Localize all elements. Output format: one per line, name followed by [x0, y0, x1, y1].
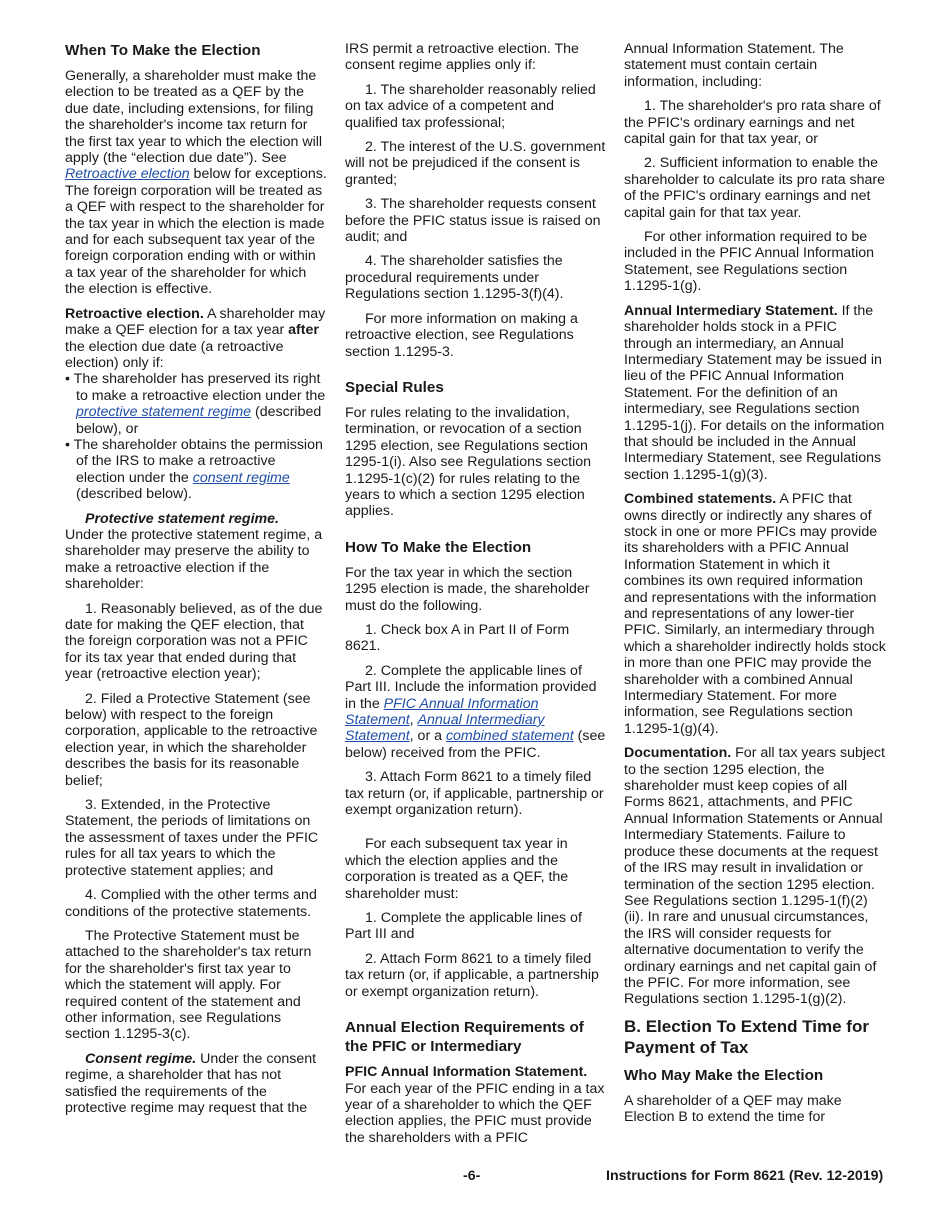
text: 2. Complete the applicable lines of Part III. Include the information provided in the [345, 662, 597, 712]
paragraph [65, 511, 327, 593]
numbered-item [345, 663, 607, 761]
text: • The shareholder has preserved its right to make a retroactive election under the [65, 371, 326, 404]
page-number: -6- [463, 1168, 481, 1184]
text: Under the protective statement regime, a shareholder may preserve the ability to make a retroactive election if the shareholder: [65, 526, 323, 593]
paragraph: For rules relating to the invalidation, termination, or revocation of a section 1295 election, see Regulations section 1295-1(i). Also see Regulations section 1.1295-1(c)(2) for rules relating to the years to which a section 1295 election applies. [345, 404, 592, 520]
run-in-heading: Annual Intermediary Statement. [624, 302, 838, 319]
text: For all tax years subject to the section 1295 election, the shareholder must keep copies of all Forms 8621, attachments, and PFIC Annual Information Statements or Annual Intermediary Statements. Failure to produce these documents at the request of the IRS may result in invalidation or termination of the section 1295 election. See Regulations section 1.1295-1(f)(2)(ii). In rare and unusual circumstances, the IRS will consider requests for alternative documentation to verify the ordinary earnings and net capital gain of the PFIC. For more information, see Regulations section 1.1295-1(g)(2). [624, 745, 885, 1008]
retroactive-election-link[interactable]: Retroactive election [65, 166, 190, 183]
run-in-heading: Combined statements. [624, 491, 777, 508]
paragraph [624, 303, 886, 483]
paragraph: The Protective Statement must be attached to the shareholder's tax return for the shareholder's first tax year to which the statement will apply. For required content of the statement and other information, see Regulations section 1.1295-3(c). [65, 927, 312, 1043]
paragraph [624, 491, 886, 737]
paragraph: For the tax year in which the section 1295 election is made, the shareholder must do the following. [345, 564, 590, 614]
text: Generally, a shareholder must make the election to be treated as a QEF by the due date, including extensions, for filing the shareholder's income tax return for the first tax year to which the election will apply (the “election due date”). See [65, 68, 323, 167]
numbered-item: 4. Complied with the other terms and conditions of the protective statements. [65, 887, 317, 920]
column-3 [624, 41, 886, 1134]
paragraph [345, 1064, 607, 1146]
numbered-item: 2. Attach Form 8621 to a timely filed tax return (or, if applicable, a partnership or exempt organization return). [345, 950, 599, 1000]
paragraph: For other information required to be included in the PFIC Annual Information Statement, see Regulations section 1.1295-1(g). [624, 229, 875, 295]
paragraph: For each subsequent tax year in which the election applies and the corporation is treated as a QEF, the shareholder must: [345, 836, 569, 902]
heading-special-rules: Special Rules [345, 378, 444, 396]
run-in-heading: PFIC Annual Information Statement. [345, 1064, 588, 1081]
heading-when-to-make-election: When To Make the Election [65, 42, 261, 59]
column-1 [65, 41, 327, 1124]
footer-title: Instructions for Form 8621 (Rev. 12-2019) [606, 1168, 884, 1184]
numbered-item: 1. The shareholder's pro rata share of the PFIC's ordinary earnings and net capital gain for that tax year, or [624, 98, 881, 148]
numbered-item: 1. The shareholder reasonably relied on tax advice of a competent and qualified tax professional; [345, 81, 596, 131]
run-in-heading: Protective statement regime. [85, 510, 279, 527]
paragraph: For more information on making a retroactive election, see Regulations section 1.1295-3. [345, 310, 578, 360]
paragraph: IRS permit a retroactive election. The consent regime applies only if: [345, 41, 579, 74]
consent-regime-link[interactable]: consent regime [192, 469, 290, 486]
run-in-heading: Retroactive election. [65, 305, 204, 322]
numbered-item: 3. Extended, in the Protective Statement, the periods of limitations on the assessment of taxes under the PFIC rules for all tax years to which the protective statement applies; and [65, 797, 319, 879]
text: (described below). [76, 486, 192, 503]
numbered-item: 2. Filed a Protective Statement (see below) with respect to the foreign corporation, applicable to the retroactive election year, in which the shareholder describes the basis for its reasonable belief; [65, 690, 318, 789]
numbered-item: 1. Check box A in Part II of Form 8621. [345, 621, 570, 655]
heading-annual-election-requirements: Annual Election Requirements of the PFIC or Intermediary [345, 1019, 584, 1056]
numbered-item: 2. The interest of the U.S. government will not be prejudiced if the consent is granted; [345, 139, 606, 188]
text: • The shareholder obtains the permission of the IRS to make a retroactive election under the [65, 436, 323, 486]
annual-intermediary-statement-link[interactable]: Annual Intermediary Statement [345, 712, 545, 745]
paragraph: A shareholder of a QEF may make Election B to extend the time for [624, 1092, 842, 1126]
column-2 [345, 41, 607, 1154]
run-in-heading: Documentation. [624, 745, 732, 762]
heading-election-b: B. Election To Extend Time for Payment of Tax [624, 1016, 869, 1057]
combined-statement-link[interactable]: combined statement [445, 728, 574, 745]
text: A shareholder may make a QEF election for a tax year [65, 305, 326, 339]
protective-statement-regime-link[interactable]: protective statement regime [76, 404, 252, 421]
text: below for exceptions. The foreign corporation will be treated as a QEF with respect to the shareholder for the tax year in which the election is made and for each subsequent tax year of the foreign corporation ending with or within a tax year of the shareholder for which the election is effective. [65, 166, 327, 298]
bold-text: after [288, 322, 319, 339]
text: (see below) received from the PFIC. [345, 728, 606, 761]
text: the election due date (a retroactive election) only if: [65, 338, 284, 371]
pfic-annual-information-statement-link[interactable]: PFIC Annual Information Statement [345, 695, 539, 728]
heading-how-to-make-election: How To Make the Election [345, 538, 532, 556]
paragraph [65, 1051, 327, 1117]
text: Under the consent regime, a shareholder that has not satisfied the requirements of the protective regime may request that the [65, 1050, 317, 1116]
heading-who-may-make-election: Who May Make the Election [624, 1066, 824, 1084]
bullet-item [65, 371, 327, 437]
text: , [409, 712, 418, 728]
paragraph: Annual Information Statement. The statement must contain certain information, including: [624, 41, 844, 90]
bullet-item [65, 437, 327, 503]
text: For each year of the PFIC ending in a tax year of a shareholder to which the QEF election applies, the PFIC must provide the shareholders with a PFIC [345, 1080, 605, 1146]
run-in-heading: Consent regime. [85, 1050, 197, 1067]
numbered-item: 3. Attach Form 8621 to a timely filed tax return (or, if applicable, partnership or exempt organization return). [345, 769, 604, 819]
paragraph [65, 306, 327, 503]
paragraph [624, 745, 886, 1008]
text: (described below), or [76, 404, 322, 437]
numbered-item: 1. Reasonably believed, as of the due date for making the QEF election, that the foreign corporation was not a PFIC for its tax year that ended during that year (retroactive election year); [65, 600, 323, 683]
text: If the shareholder holds stock in a PFIC through an intermediary, an Annual Intermediary Statement may be issued in lieu of the PFIC Annual Information Statement. For the definition of an intermediary, see Regulations section 1.1295-1(j). For details on the information that should be included in the Annual Intermediary Statement, see Regulations section 1.1295-1(g)(3). [624, 302, 885, 483]
paragraph [65, 68, 327, 298]
text: A PFIC that owns directly or indirectly any shares of stock in one or more PFICs may provide its shareholders with a PFIC Annual Information Statement in which it combines its own required information and representations with the information and representations of any lower-tier PFIC. Similarly, an intermediary through which a shareholder indirectly holds stock in more than one PFIC may provide the shareholder with a combined Annual Intermediary Statement. For more information, see Regulations section 1.1295-1(g)(4). [624, 491, 886, 737]
numbered-item: 2. Sufficient information to enable the shareholder to calculate its pro rata share of the PFIC's ordinary earnings and net capital gain for that tax year. [624, 155, 886, 221]
numbered-item: 3. The shareholder requests consent before the PFIC status issue is raised on audit; and [345, 196, 601, 246]
numbered-item: 4. The shareholder satisfies the procedural requirements under Regulations section 1.1295-3(f)(4). [345, 253, 564, 303]
text: , or a [409, 728, 446, 745]
numbered-item: 1. Complete the applicable lines of Part III and [345, 910, 582, 943]
